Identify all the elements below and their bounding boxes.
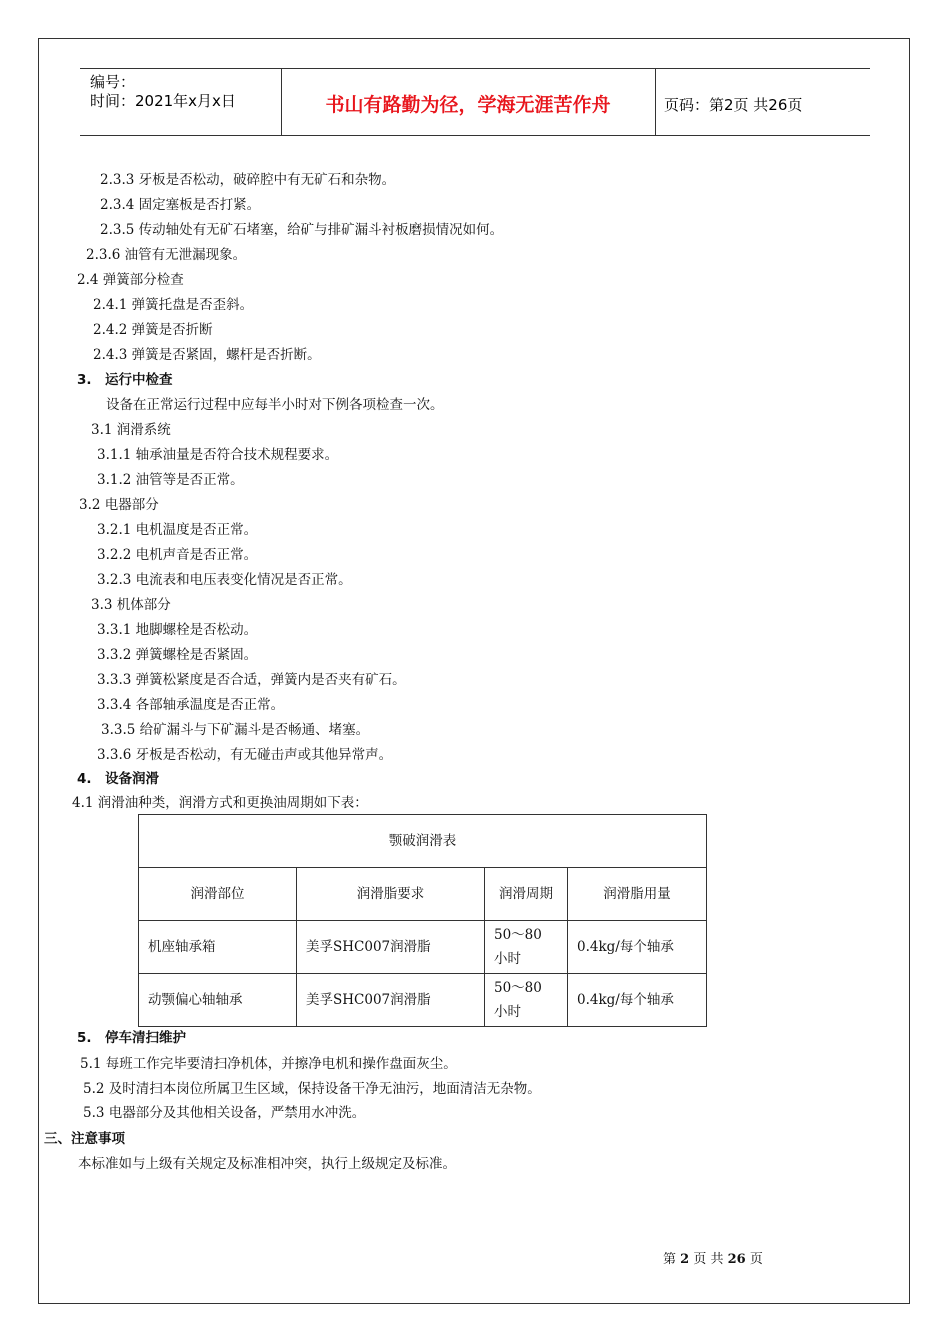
section-5-number: 5. bbox=[77, 1030, 92, 1046]
table-header-cell: 润滑部位 bbox=[139, 868, 297, 921]
table-title-row bbox=[139, 815, 707, 868]
item-5-1: 5.1 每班工作完毕要清扫净机体，并擦净电机和操作盘面灰尘。 bbox=[80, 1056, 457, 1072]
section-4-number: 4. bbox=[77, 771, 92, 787]
header-top-rule bbox=[80, 68, 870, 69]
header-motto: 书山有路勤为径，学海无涯苦作舟 bbox=[325, 94, 611, 116]
footer-suffix: 页 bbox=[749, 1252, 763, 1267]
item-3-3-4: 3.3.4 各部轴承温度是否正常。 bbox=[97, 697, 285, 713]
table-row bbox=[139, 974, 707, 1027]
header-divider-left bbox=[281, 68, 282, 136]
table-cell: 0.4kg/每个轴承 bbox=[568, 921, 707, 974]
item-2-4-1: 2.4.1 弹簧托盘是否歪斜。 bbox=[93, 297, 254, 313]
item-5-3: 5.3 电器部分及其他相关设备，严禁用水冲洗。 bbox=[83, 1105, 366, 1121]
item-2-3-5: 2.3.5 传动轴处有无矿石堵塞，给矿与排矿漏斗衬板磨损情况如何。 bbox=[100, 222, 504, 238]
doc-number-label: 编号： bbox=[90, 73, 136, 91]
table-cell: 0.4kg/每个轴承 bbox=[568, 974, 707, 1027]
section-3-number: 3. bbox=[77, 372, 92, 388]
table-cell: 美孚SHC007润滑脂 bbox=[297, 921, 485, 974]
section-5-title: 停车清扫维护 bbox=[105, 1030, 186, 1046]
item-3-3-2: 3.3.2 弹簧螺栓是否紧固。 bbox=[97, 647, 258, 663]
item-3-2-2: 3.2.2 电机声音是否正常。 bbox=[97, 547, 258, 563]
item-3-1: 3.1 润滑系统 bbox=[91, 422, 171, 438]
footer-page-number: 2 bbox=[680, 1252, 690, 1267]
page-footer bbox=[663, 1248, 763, 1267]
item-3-2-1: 3.2.1 电机温度是否正常。 bbox=[97, 522, 258, 538]
item-4-1: 4.1 润滑油种类，润滑方式和更换油周期如下表： bbox=[72, 795, 368, 811]
item-5-2: 5.2 及时清扫本岗位所属卫生区域，保持设备干净无油污，地面清洁无杂物。 bbox=[83, 1081, 541, 1097]
item-2-3-4: 2.3.4 固定塞板是否打紧。 bbox=[100, 197, 261, 213]
section-4-title: 设备润滑 bbox=[105, 771, 159, 787]
section-3-intro: 设备在正常运行过程中应每半小时对下例各项检查一次。 bbox=[106, 397, 444, 413]
table-cell: 动颚偏心轴轴承 bbox=[139, 974, 297, 1027]
item-3-3: 3.3 机体部分 bbox=[91, 597, 171, 613]
item-3-3-6: 3.3.6 牙板是否松动，有无碰击声或其他异常声。 bbox=[97, 747, 393, 763]
table-cell: 美孚SHC007润滑脂 bbox=[297, 974, 485, 1027]
footer-mid: 页 共 bbox=[693, 1252, 724, 1267]
lubrication-table bbox=[138, 814, 707, 1027]
item-2-3-3: 2.3.3 牙板是否松动，破碎腔中有无矿石和杂物。 bbox=[100, 172, 396, 188]
header-divider-right bbox=[655, 68, 656, 136]
doc-time-label: 时间：2021年x月x日 bbox=[90, 92, 236, 110]
table-cell: 50～80小时 bbox=[485, 921, 568, 974]
table-header-cell: 润滑周期 bbox=[485, 868, 568, 921]
item-2-4: 2.4 弹簧部分检查 bbox=[77, 272, 184, 288]
table-header-row bbox=[139, 868, 707, 921]
item-3-3-3: 3.3.3 弹簧松紧度是否合适，弹簧内是否夹有矿石。 bbox=[97, 672, 406, 688]
section-4-heading bbox=[77, 771, 159, 787]
table-header-cell: 润滑脂用量 bbox=[568, 868, 707, 921]
page-code: 页码：第2页 共26页 bbox=[664, 96, 803, 114]
item-3-3-1: 3.3.1 地脚螺栓是否松动。 bbox=[97, 622, 258, 638]
footer-prefix: 第 bbox=[663, 1252, 677, 1267]
section-3-title: 运行中检查 bbox=[105, 372, 173, 388]
item-3-3-5: 3.3.5 给矿漏斗与下矿漏斗是否畅通、堵塞。 bbox=[101, 722, 370, 738]
item-2-3-6: 2.3.6 油管有无泄漏现象。 bbox=[86, 247, 247, 263]
notes-heading: 三、注意事项 bbox=[44, 1131, 125, 1147]
header-bottom-rule bbox=[80, 135, 870, 136]
item-2-4-2: 2.4.2 弹簧是否折断 bbox=[93, 322, 213, 338]
table-cell: 机座轴承箱 bbox=[139, 921, 297, 974]
item-3-2: 3.2 电器部分 bbox=[79, 497, 159, 513]
table-header-cell: 润滑脂要求 bbox=[297, 868, 485, 921]
item-3-1-2: 3.1.2 油管等是否正常。 bbox=[97, 472, 244, 488]
section-5-heading bbox=[77, 1030, 186, 1046]
item-3-1-1: 3.1.1 轴承油量是否符合技术规程要求。 bbox=[97, 447, 339, 463]
section-3-heading bbox=[77, 372, 173, 388]
notes-text: 本标准如与上级有关规定及标准相冲突，执行上级规定及标准。 bbox=[78, 1156, 456, 1172]
footer-total-pages: 26 bbox=[727, 1252, 746, 1267]
table-title: 颚破润滑表 bbox=[139, 815, 707, 868]
item-2-4-3: 2.4.3 弹簧是否紧固，螺杆是否折断。 bbox=[93, 347, 321, 363]
table-cell: 50～80小时 bbox=[485, 974, 568, 1027]
item-3-2-3: 3.2.3 电流表和电压表变化情况是否正常。 bbox=[97, 572, 352, 588]
table-row bbox=[139, 921, 707, 974]
